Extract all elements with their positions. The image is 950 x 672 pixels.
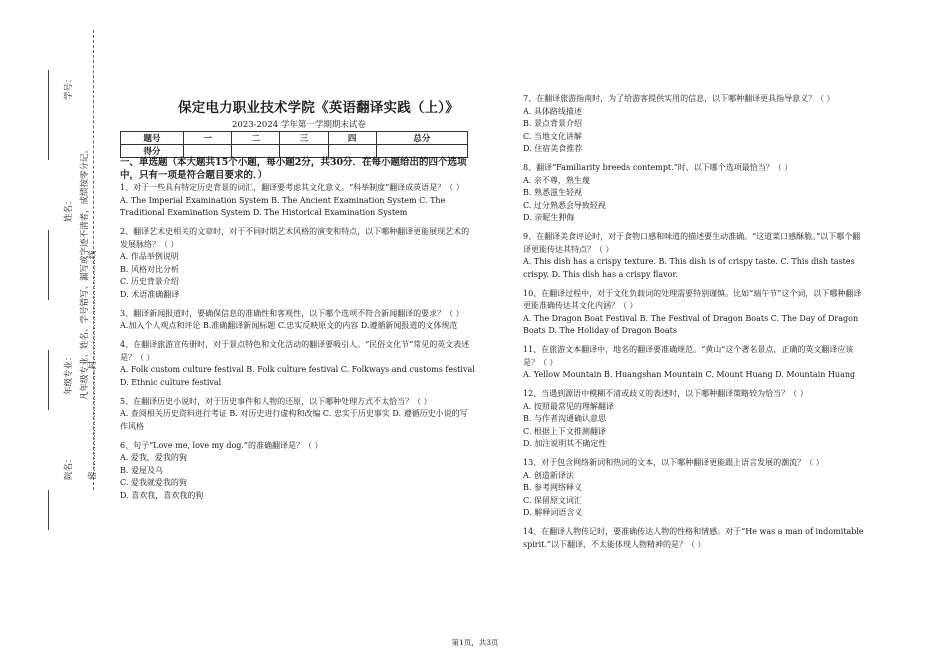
score-row-label: 得分	[121, 145, 184, 158]
question-item	[523, 526, 868, 551]
question-stem: 12、当遇到源语中模糊不清或歧义的表述时，以下哪种翻译策略较为恰当？（ ）	[523, 389, 808, 398]
question-item	[523, 344, 868, 382]
answer-option: C. 当地文化讲解	[523, 131, 582, 141]
answer-option: D. 喜欢我，喜欢我的狗	[120, 490, 204, 500]
answer-option: D. 加注说明其不确定性	[523, 439, 607, 448]
answer-option: C. 历史背景介绍	[120, 277, 179, 286]
answer-options: A. The Imperial Examination System B. The Ancient Examination System C. The Traditional Examination System D. The Historical Examination System	[120, 195, 446, 217]
score-header-cell: 四	[328, 132, 376, 145]
score-header-cell: 二	[232, 132, 280, 145]
question-stem: 4、在翻译旅游宣传册时，对于景点特色和文化活动的翻译要吸引人。“民俗文化节”常见的英文表述是？（ ）	[120, 340, 470, 362]
score-cell	[376, 145, 467, 158]
question-stem: 6、句子“Love me, love my dog.”的准确翻译是？（ ）	[120, 440, 323, 450]
exam-title: 保定电力职业技术学院《英语翻译实践（上）》	[178, 100, 459, 116]
question-stem: 1、对于一些具有特定历史背景的词汇，翻译要考虑其文化意义。“科举制度”翻译成英语是？（ ）	[120, 183, 464, 192]
answer-option: D. 亲昵生狎侮	[523, 213, 575, 222]
left-question-column	[120, 182, 475, 509]
question-item	[523, 93, 868, 156]
question-item	[120, 440, 475, 503]
question-stem: 3、翻译新闻报道时，要确保信息的准确性和客观性，以下哪个选项不符合新闻翻译的要求？（ ）	[120, 308, 464, 318]
answer-options: A. Yellow Mountain B. Huangshan Mountain C. Mount Huang D. Mountain Huang	[523, 370, 856, 379]
score-table-header-row	[121, 132, 468, 145]
answer-option: C. 根据上下文推测翻译	[523, 426, 606, 436]
question-item	[523, 162, 868, 225]
question-item	[523, 288, 868, 338]
question-stem: 9、在翻译美食评论时，对于食物口感和味道的描述要生动准确。“这道菜口感酥脆。”以下哪个翻译更能传达其特点？（ ）	[523, 232, 861, 254]
answer-option: D. 住宿美食推荐	[523, 144, 583, 153]
question-stem: 2、翻译艺术史相关的文章时，对于不同时期艺术风格的演变和特点，以下哪种翻译更能展现艺术的发展脉络？（ ）	[120, 227, 470, 249]
score-cell	[328, 145, 376, 158]
class-label: 年级专业：	[64, 352, 74, 395]
answer-option: A. 作品举例说明	[120, 252, 179, 261]
score-table	[120, 131, 468, 158]
question-stem: 10、在翻译过程中，对于文化负载词的处理需要特别谨慎。比如“端午节”这个词，以下哪种翻译更能准确传达其文化内涵？（ ）	[523, 288, 862, 310]
question-item	[120, 339, 475, 389]
answer-option: B. 熟悉滋生轻视	[523, 188, 582, 197]
question-item	[120, 396, 475, 434]
answer-option: C. 爱我就爱我的狗	[120, 478, 187, 487]
answer-options: A. 查阅相关历史资料进行考证 B. 对历史进行虚构和改编 C. 忠实于历史事实 D. 遵循历史小说的写作风格	[120, 409, 468, 431]
answer-option: C. 过分熟悉会导致轻视	[523, 200, 606, 210]
question-stem: 8、翻译“Familiarity breeds contempt.”时，以下哪个选项最恰当？（ ）	[523, 163, 793, 172]
answer-options: A. Folk custom culture festival B. Folk culture festival C. Folkways and customs festival D. Ethnic culture festival	[120, 365, 475, 387]
score-header-cell: 三	[280, 132, 328, 145]
answer-option: A. 爱我，爱我的狗	[120, 453, 187, 462]
binding-margin	[0, 0, 110, 672]
question-item	[523, 388, 868, 451]
right-question-column	[523, 93, 868, 558]
answer-option: B. 参考网络释义	[523, 483, 582, 492]
binding-notice: 凡年级专业、姓名、学号错写、漏写或字迹不清者，成绩按零分记。	[80, 144, 90, 400]
class-underline	[48, 350, 49, 410]
section-title: 一、单选题（本大题共15个小题，每小题2分，共30分．在每小题给出的四个选项中，只有一项是符合题目要求的．）	[120, 157, 467, 181]
seal-line-text: 密………………………………封………………………………线	[88, 250, 98, 480]
exam-subtitle: 2023-2024 学年第一学期期末试卷	[232, 120, 366, 130]
score-cell	[280, 145, 328, 158]
answer-option: C. 保留原文词汇	[523, 495, 582, 505]
question-item	[120, 182, 475, 220]
answer-option: A. 创造新译法	[523, 470, 574, 480]
student-no-underline	[48, 70, 49, 160]
answer-option: B. 与作者沟通确认意思	[523, 414, 606, 423]
score-header-cell: 总分	[376, 132, 467, 145]
answer-option: A. 具体路线描述	[523, 106, 582, 116]
answer-option: A. 亲不尊，熟生蔑	[523, 175, 590, 185]
question-stem: 13、对于包含网络新词和热词的文本，以下哪种翻译更能跟上语言发展的潮流？（ ）	[523, 458, 824, 467]
answer-option: D. 解释词语含义	[523, 508, 583, 517]
school-label: 院名：	[64, 454, 74, 480]
answer-options: A. This dish has a crispy texture. B. This dish is of crispy taste. C. This dish tastes crispy. D. This dish has a crispy flavor.	[523, 257, 855, 279]
name-underline	[48, 230, 49, 300]
question-stem: 11、在旅游文本翻译中，地名的翻译要准确规范。“黄山”这个著名景点，正确的英文翻译应该是？（ ）	[523, 345, 854, 367]
question-item	[523, 231, 868, 281]
score-table-score-row	[121, 145, 468, 158]
answer-option: B. 爱屋及乌	[120, 465, 163, 475]
question-stem: 14、在翻译人物传记时，要准确传达人物的性格和情感。对于“He was a man of indomitable spirit.”以下翻译，不太能体现人物精神的是？（ ）	[523, 527, 864, 549]
name-label: 姓名：	[64, 196, 74, 222]
student-no-label: 学号：	[64, 74, 74, 100]
question-item	[523, 457, 868, 520]
page-footer: 第1页，共3页	[451, 638, 499, 647]
answer-options: A.加入个人观点和评论 B.准确翻译新闻标题 C.忠实反映原文的内容 D.遵循新闻报道的文体规范	[120, 321, 458, 330]
score-cell	[232, 145, 280, 158]
question-item	[120, 308, 475, 333]
answer-option: D. 术语准确翻译	[120, 289, 180, 299]
answer-option: A. 按照最常见的理解翻译	[523, 401, 614, 411]
score-cell	[184, 145, 232, 158]
question-stem: 7、在翻译旅游指南时，为了给游客提供实用的信息，以下哪种翻译更具指导意义？（ ）	[523, 94, 835, 103]
score-header-cell: 一	[184, 132, 232, 145]
question-item	[120, 226, 475, 301]
score-header-cell: 题号	[121, 132, 184, 145]
school-underline	[48, 490, 49, 530]
answer-option: B. 风格对比分析	[120, 264, 179, 274]
answer-options: A. The Dragon Boat Festival B. The Festival of Dragon Boats C. The Day of Dragon Boats D. The Holiday of Dragon Boats	[523, 313, 859, 335]
question-stem: 5、在翻译历史小说时，对于历史事件和人物的还原，以下哪种处理方式不太恰当？（ ）	[120, 396, 432, 406]
answer-option: B. 景点背景介绍	[523, 119, 582, 128]
